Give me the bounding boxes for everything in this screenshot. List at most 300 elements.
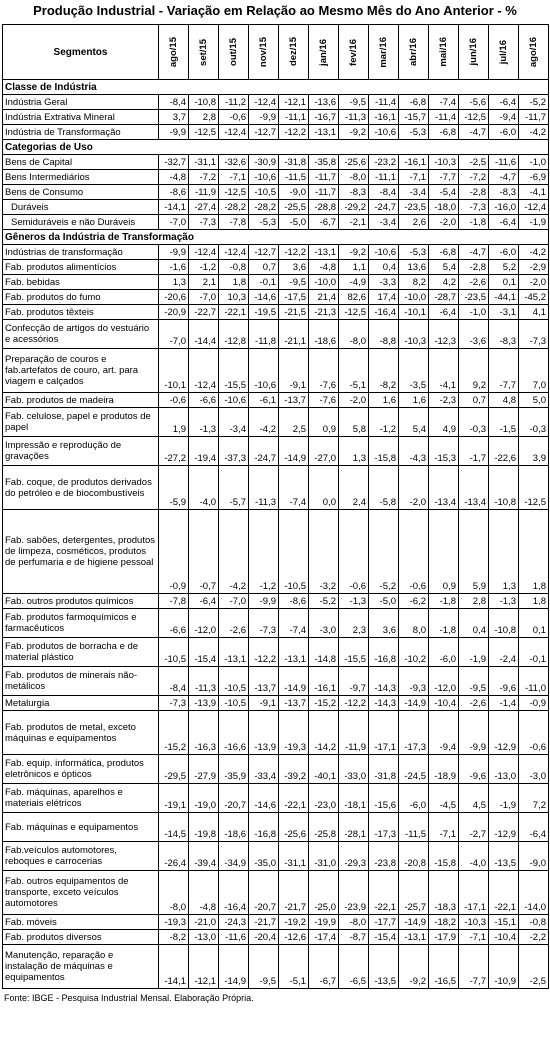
value-cell: 2,8 (459, 594, 489, 609)
value-cell: -12,4 (519, 200, 549, 215)
value-cell: -19,4 (189, 437, 219, 466)
value-cell: -11,6 (489, 155, 519, 170)
value-cell: 3,6 (369, 609, 399, 638)
value-cell: -13,1 (309, 245, 339, 260)
value-cell: -10,5 (279, 510, 309, 594)
value-cell: -16,6 (219, 711, 249, 755)
value-cell: -6,7 (309, 215, 339, 230)
value-cell: -13,1 (219, 638, 249, 667)
value-cell: -17,5 (279, 290, 309, 305)
section-row (3, 230, 549, 245)
value-cell: -0,3 (459, 408, 489, 437)
value-cell: -28,8 (309, 200, 339, 215)
value-cell: -9,5 (459, 667, 489, 696)
value-cell: -13,1 (309, 125, 339, 140)
value-cell: -7,7 (429, 170, 459, 185)
value-cell: -14,0 (519, 871, 549, 915)
value-cell: -25,5 (279, 200, 309, 215)
value-cell: -5,1 (339, 349, 369, 393)
value-cell: -28,7 (429, 290, 459, 305)
value-cell: -23,9 (339, 871, 369, 915)
value-cell: -15,2 (309, 696, 339, 711)
value-cell: 2,4 (339, 466, 369, 510)
value-cell: -13,7 (279, 696, 309, 711)
value-cell: -18,3 (429, 871, 459, 915)
value-cell: -33,4 (249, 755, 279, 784)
value-cell: -16,3 (189, 711, 219, 755)
value-cell: -21,1 (279, 320, 309, 349)
value-cell: -18,9 (429, 755, 459, 784)
value-cell: 82,6 (339, 290, 369, 305)
value-cell: -1,9 (459, 638, 489, 667)
table-row (3, 466, 549, 510)
table-row (3, 667, 549, 696)
table-row (3, 609, 549, 638)
value-cell: -8,0 (339, 320, 369, 349)
value-cell: -4,2 (249, 408, 279, 437)
table-row (3, 755, 549, 784)
value-cell: -8,4 (159, 667, 189, 696)
table-row (3, 915, 549, 930)
value-cell: -0,8 (219, 260, 249, 275)
value-cell: -19,8 (189, 813, 219, 842)
value-cell: 7,0 (519, 349, 549, 393)
segment-label: Indústrias de transformação (3, 245, 159, 260)
value-cell: -13,0 (189, 930, 219, 945)
value-cell: -10,5 (249, 185, 279, 200)
value-cell: -2,6 (219, 609, 249, 638)
value-cell: -12,9 (489, 813, 519, 842)
segment-label: Fab. móveis (3, 915, 159, 930)
value-cell: -3,2 (309, 510, 339, 594)
month-header (249, 25, 279, 80)
value-cell: -15,5 (339, 638, 369, 667)
table-row (3, 711, 549, 755)
segment-label: Indústria Extrativa Mineral (3, 110, 159, 125)
value-cell: -10,4 (489, 930, 519, 945)
value-cell: -45,2 (519, 290, 549, 305)
value-cell: -4,9 (339, 275, 369, 290)
value-cell: -6,0 (399, 784, 429, 813)
value-cell: -18,1 (339, 784, 369, 813)
value-cell: -5,7 (219, 466, 249, 510)
value-cell: -4,0 (459, 842, 489, 871)
value-cell: 1,3 (339, 437, 369, 466)
value-cell: -9,7 (339, 667, 369, 696)
value-cell: 1,8 (519, 510, 549, 594)
value-cell: 5,4 (399, 408, 429, 437)
value-cell: -9,9 (459, 711, 489, 755)
value-cell: -20,7 (219, 784, 249, 813)
segment-label: Bens de Capital (3, 155, 159, 170)
source-note: Fonte: IBGE - Pesquisa Industrial Mensal. Elaboração Própria. (4, 993, 254, 1003)
value-cell: 5,4 (429, 260, 459, 275)
value-cell: -7,3 (159, 696, 189, 711)
value-cell: -3,4 (369, 215, 399, 230)
value-cell: -15,4 (189, 638, 219, 667)
value-cell: -16,8 (249, 813, 279, 842)
value-cell: -26,4 (159, 842, 189, 871)
value-cell: -6,5 (339, 945, 369, 989)
value-cell: -13,4 (459, 466, 489, 510)
value-cell: -10,6 (249, 349, 279, 393)
value-cell: -44,1 (489, 290, 519, 305)
value-cell: -16,0 (489, 200, 519, 215)
table-row (3, 638, 549, 667)
value-cell: -11,4 (429, 110, 459, 125)
value-cell: -3,6 (459, 320, 489, 349)
value-cell: -24,7 (249, 437, 279, 466)
table-row (3, 594, 549, 609)
value-cell: -11,8 (249, 320, 279, 349)
value-cell: -5,0 (279, 215, 309, 230)
value-cell: -39,4 (189, 842, 219, 871)
table-row (3, 275, 549, 290)
value-cell: -29,2 (339, 200, 369, 215)
value-cell: -1,4 (489, 696, 519, 711)
value-cell: -13,6 (309, 95, 339, 110)
value-cell: -6,0 (489, 245, 519, 260)
value-cell: -9,0 (279, 185, 309, 200)
value-cell: -3,4 (219, 408, 249, 437)
value-cell: 13,6 (399, 260, 429, 275)
value-cell: 3,9 (519, 437, 549, 466)
value-cell: -6,6 (189, 393, 219, 408)
value-cell: -12,3 (429, 320, 459, 349)
value-cell: -2,1 (339, 215, 369, 230)
value-cell: -11,3 (189, 667, 219, 696)
value-cell: -18,6 (309, 320, 339, 349)
value-cell: -31,8 (369, 755, 399, 784)
value-cell: -17,9 (429, 930, 459, 945)
value-cell: 3,7 (159, 110, 189, 125)
value-cell: 2,6 (399, 215, 429, 230)
value-cell: -35,8 (309, 155, 339, 170)
value-cell: -22,1 (219, 305, 249, 320)
value-cell: -10,5 (159, 638, 189, 667)
value-cell: -7,3 (249, 609, 279, 638)
value-cell: -9,5 (279, 275, 309, 290)
value-cell: -11,1 (369, 170, 399, 185)
value-cell: -8,6 (279, 594, 309, 609)
value-cell: -0,3 (519, 408, 549, 437)
value-cell: -16,4 (369, 305, 399, 320)
value-cell: -21,3 (309, 305, 339, 320)
value-cell: -23,5 (459, 290, 489, 305)
value-cell: -11,9 (189, 185, 219, 200)
value-cell: 4,5 (459, 784, 489, 813)
value-cell: -6,4 (489, 215, 519, 230)
value-cell: -18,6 (219, 813, 249, 842)
value-cell: -21,7 (279, 871, 309, 915)
month-header (189, 25, 219, 80)
value-cell: -17,1 (459, 871, 489, 915)
value-cell: -4,8 (189, 871, 219, 915)
value-cell: -6,8 (429, 245, 459, 260)
value-cell: -1,3 (489, 594, 519, 609)
value-cell: -10,8 (489, 609, 519, 638)
value-cell: -13,4 (429, 466, 459, 510)
value-cell: -12,5 (339, 305, 369, 320)
value-cell: -19,0 (189, 784, 219, 813)
value-cell: -28,2 (249, 200, 279, 215)
value-cell: -4,7 (459, 125, 489, 140)
value-cell: -9,9 (249, 594, 279, 609)
value-cell: -4,8 (159, 170, 189, 185)
value-cell: -9,9 (159, 245, 189, 260)
value-cell: 21,4 (309, 290, 339, 305)
value-cell: -8,0 (339, 170, 369, 185)
value-cell: -11,5 (279, 170, 309, 185)
value-cell: -1,2 (249, 510, 279, 594)
value-cell: -5,9 (159, 466, 189, 510)
value-cell: -20,8 (399, 842, 429, 871)
value-cell: -22,6 (489, 437, 519, 466)
value-cell: -7,4 (279, 466, 309, 510)
value-cell: -6,0 (489, 125, 519, 140)
value-cell: 0,0 (309, 466, 339, 510)
value-cell: -4,7 (489, 170, 519, 185)
value-cell: -9,4 (429, 711, 459, 755)
value-cell: -7,0 (159, 320, 189, 349)
value-cell: -1,8 (429, 594, 459, 609)
value-cell: -15,4 (369, 930, 399, 945)
section-title: Categorias de Uso (3, 140, 549, 155)
value-cell: -8,7 (339, 930, 369, 945)
value-cell: -21,7 (249, 915, 279, 930)
value-cell: -16,1 (309, 667, 339, 696)
value-cell: -15,2 (159, 711, 189, 755)
value-cell: 5,9 (459, 510, 489, 594)
value-cell: -23,8 (369, 842, 399, 871)
value-cell: -5,0 (369, 594, 399, 609)
value-cell: -23,5 (399, 200, 429, 215)
value-cell: -31,0 (309, 842, 339, 871)
value-cell: -7,1 (399, 170, 429, 185)
value-cell: -11,2 (219, 95, 249, 110)
table-row (3, 945, 549, 989)
value-cell: -8,2 (369, 349, 399, 393)
value-cell: -12,4 (219, 125, 249, 140)
value-cell: -16,7 (309, 110, 339, 125)
value-cell: -20,4 (249, 930, 279, 945)
value-cell: -7,2 (459, 170, 489, 185)
value-cell: 0,4 (459, 609, 489, 638)
table-body (3, 80, 549, 989)
value-cell: -1,7 (459, 437, 489, 466)
value-cell: -0,6 (399, 510, 429, 594)
value-cell: -0,1 (519, 638, 549, 667)
value-cell: -14,9 (279, 667, 309, 696)
table-row (3, 170, 549, 185)
value-cell: -9,6 (459, 755, 489, 784)
month-header-label: set/15 (198, 38, 209, 66)
value-cell: -1,8 (459, 215, 489, 230)
value-cell: -7,3 (459, 200, 489, 215)
value-cell: -27,4 (189, 200, 219, 215)
month-header-label: nov/15 (258, 36, 269, 68)
value-cell: -7,0 (159, 215, 189, 230)
value-cell: -12,0 (189, 609, 219, 638)
value-cell: -14,3 (369, 696, 399, 711)
value-cell: -13,7 (279, 393, 309, 408)
value-cell: -23,0 (309, 784, 339, 813)
value-cell: -28,2 (219, 200, 249, 215)
value-cell: -9,1 (279, 349, 309, 393)
value-cell: -10,3 (459, 915, 489, 930)
segment-label: Fab. produtos do fumo (3, 290, 159, 305)
value-cell: 0,9 (309, 408, 339, 437)
value-cell: 1,3 (159, 275, 189, 290)
value-cell: -12,2 (279, 245, 309, 260)
value-cell: 17,4 (369, 290, 399, 305)
value-cell: -2,7 (459, 813, 489, 842)
value-cell: -11,7 (519, 110, 549, 125)
value-cell: -1,9 (489, 784, 519, 813)
value-cell: -2,9 (519, 260, 549, 275)
value-cell: -0,6 (159, 393, 189, 408)
month-header (339, 25, 369, 80)
value-cell: -25,6 (279, 813, 309, 842)
month-header-label: mai/16 (438, 37, 449, 67)
table-row (3, 871, 549, 915)
value-cell: -4,2 (519, 125, 549, 140)
segment-label: Indústria de Transformação (3, 125, 159, 140)
value-cell: -7,2 (189, 170, 219, 185)
value-cell: 2,3 (339, 609, 369, 638)
value-cell: -19,2 (279, 915, 309, 930)
value-cell: -7,4 (429, 95, 459, 110)
value-cell: -0,6 (219, 110, 249, 125)
value-cell: -17,3 (399, 711, 429, 755)
value-cell: -9,3 (399, 667, 429, 696)
month-header (519, 25, 549, 80)
value-cell: -7,8 (219, 215, 249, 230)
value-cell: -2,4 (489, 638, 519, 667)
value-cell: -25,8 (309, 813, 339, 842)
table-row (3, 349, 549, 393)
value-cell: -7,0 (189, 290, 219, 305)
value-cell: -16,1 (369, 110, 399, 125)
value-cell: -6,4 (189, 594, 219, 609)
value-cell: 0,1 (519, 609, 549, 638)
value-cell: -5,8 (369, 466, 399, 510)
value-cell: -6,8 (399, 95, 429, 110)
value-cell: -14,9 (399, 696, 429, 711)
value-cell: -12,2 (279, 125, 309, 140)
value-cell: -19,5 (249, 305, 279, 320)
value-cell: -1,0 (459, 305, 489, 320)
value-cell: -2,8 (459, 260, 489, 275)
value-cell: -4,1 (519, 185, 549, 200)
value-cell: -31,1 (189, 155, 219, 170)
segment-label: Fab. produtos de metal, exceto máquinas e equipamentos (3, 711, 159, 755)
value-cell: 5,2 (489, 260, 519, 275)
segment-label: Fab. produtos de borracha e de material plástico (3, 638, 159, 667)
value-cell: -6,6 (159, 609, 189, 638)
value-cell: -2,0 (519, 275, 549, 290)
table-row (3, 510, 549, 594)
value-cell: -12,2 (249, 638, 279, 667)
value-cell: -29,5 (159, 755, 189, 784)
section-title: Gêneros da Indústria de Transformação (3, 230, 549, 245)
value-cell: 4,9 (429, 408, 459, 437)
value-cell: -10,1 (399, 305, 429, 320)
value-cell: -0,9 (159, 510, 189, 594)
value-cell: -30,9 (249, 155, 279, 170)
value-cell: 1,6 (369, 393, 399, 408)
value-cell: 2,1 (189, 275, 219, 290)
value-cell: -4,2 (219, 510, 249, 594)
value-cell: -12,1 (279, 95, 309, 110)
value-cell: -19,9 (309, 915, 339, 930)
segment-label: Fab.veículos automotores, reboques e carrocerias (3, 842, 159, 871)
value-cell: -6,1 (249, 393, 279, 408)
value-cell: 8,0 (399, 609, 429, 638)
value-cell: -5,3 (399, 125, 429, 140)
value-cell: -6,7 (309, 945, 339, 989)
value-cell: -9,1 (249, 696, 279, 711)
value-cell: -6,8 (429, 125, 459, 140)
value-cell: -25,0 (309, 871, 339, 915)
value-cell: -8,0 (159, 871, 189, 915)
segment-label: Fab. sabões, detergentes, produtos de limpeza, cosméticos, produtos de perfumaria e de higiene pessoal (3, 510, 159, 594)
value-cell: -10,0 (399, 290, 429, 305)
value-cell: -8,2 (159, 930, 189, 945)
value-cell: -9,0 (519, 842, 549, 871)
value-cell: -0,7 (189, 510, 219, 594)
value-cell: -11,1 (279, 110, 309, 125)
value-cell: 3,6 (279, 260, 309, 275)
table-row (3, 215, 549, 230)
value-cell: -12,5 (219, 185, 249, 200)
value-cell: -5,3 (399, 245, 429, 260)
table-row (3, 408, 549, 437)
value-cell: -1,3 (189, 408, 219, 437)
value-cell: -5,4 (429, 185, 459, 200)
value-cell: 0,7 (249, 260, 279, 275)
value-cell: 4,2 (429, 275, 459, 290)
value-cell: -2,0 (339, 393, 369, 408)
value-cell: -11,6 (219, 930, 249, 945)
value-cell: -17,3 (369, 813, 399, 842)
month-header (459, 25, 489, 80)
value-cell: -25,6 (339, 155, 369, 170)
value-cell: -0,8 (519, 915, 549, 930)
value-cell: -6,9 (519, 170, 549, 185)
value-cell: -1,0 (519, 155, 549, 170)
month-header-label: dez/15 (288, 37, 299, 67)
value-cell: -7,3 (519, 320, 549, 349)
value-cell: -13,0 (489, 755, 519, 784)
month-header (309, 25, 339, 80)
segment-label: Fab. coque, de produtos derivados do petróleo e de biocombustíveis (3, 466, 159, 510)
value-cell: -19,1 (159, 784, 189, 813)
value-cell: -32,6 (219, 155, 249, 170)
value-cell: -1,2 (189, 260, 219, 275)
value-cell: -9,5 (249, 945, 279, 989)
segment-label: Fab. celulose, papel e produtos de papel (3, 408, 159, 437)
value-cell: -28,1 (339, 813, 369, 842)
value-cell: -2,2 (519, 930, 549, 945)
segment-label: Bens de Consumo (3, 185, 159, 200)
value-cell: -3,5 (399, 349, 429, 393)
value-cell: 1,3 (489, 510, 519, 594)
value-cell: -14,9 (399, 915, 429, 930)
segment-label: Fab. produtos farmoquímicos e farmacêuticos (3, 609, 159, 638)
value-cell: -11,7 (309, 185, 339, 200)
value-cell: -9,4 (489, 110, 519, 125)
